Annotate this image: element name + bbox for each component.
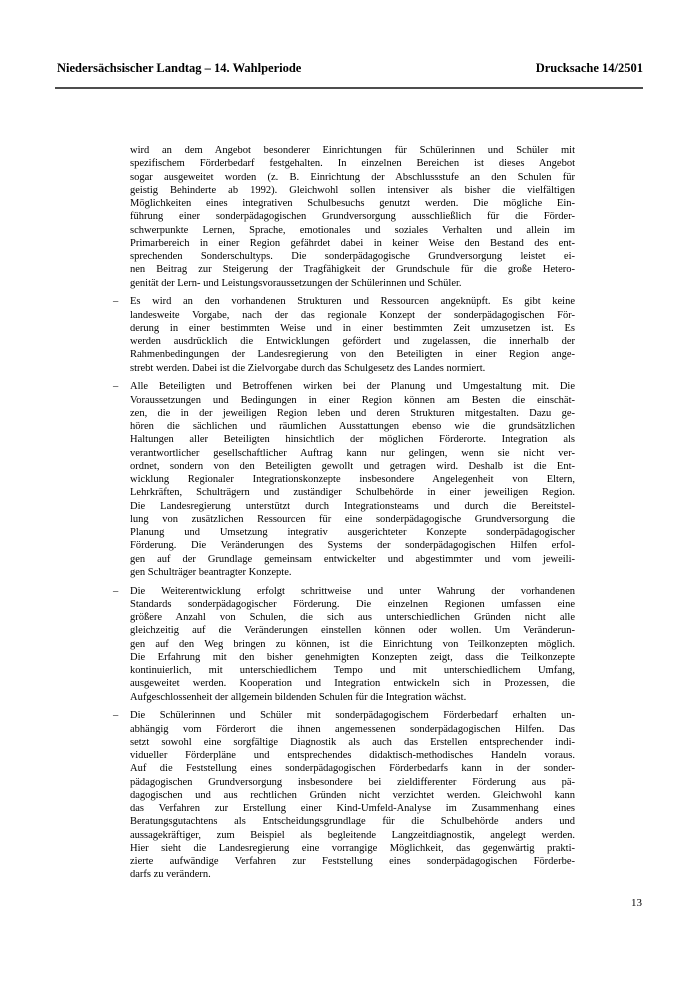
text-line: Planung und Umsetzung integrativ ausgerichteter Konzepte sonderpädagogischer bbox=[130, 527, 575, 538]
bullet-dash-icon: – bbox=[113, 585, 119, 597]
text-line: schwerpunkte Lernen, Sprache, emotionales und soziales Verhalten und allein im bbox=[130, 224, 575, 236]
text-line: verantwortlicher gesellschaftlicher Auftrag kann nur gelingen, wenn sie nicht ver- bbox=[130, 447, 575, 459]
text-line: ordnet, sondern von den Beteiligten gewollt und getragen wird. Deshalb ist die Ent- bbox=[130, 460, 575, 472]
page-number: 13 bbox=[631, 897, 642, 909]
text-line: Aufgeschlossenheit der allgemein bildenden Schulen für die Integration wächst. bbox=[130, 691, 467, 703]
text-line: Beratungsgutachtens als Entscheidungsgrundlage für die Schulbehörde anders und bbox=[130, 816, 575, 828]
text-line: gen auf den Weg bringen zu können, ist die Einrichtung von Teilkonzepten möglich. bbox=[130, 638, 575, 650]
header-rule-divider bbox=[55, 87, 643, 89]
text-line: Rahmenbedingungen der Landesregierung von den Beteiligten in einer Region ange- bbox=[130, 349, 575, 361]
bullet-paragraph bbox=[113, 295, 575, 375]
bullet-paragraph bbox=[113, 380, 575, 579]
text-line: nen Beitrag zur Steigerung der Tragfähigkeit der Grundschule für die große Hetero- bbox=[130, 264, 575, 276]
text-line: sogar ausgeweitet worden (z. B. Einrichtung der Abschlussstufe an den Schulen für bbox=[130, 171, 575, 183]
text-line: gen auf der Grundlage gemeinsam entwickelter und abgestimmter und vom jeweili- bbox=[130, 553, 575, 565]
text-line: Haltungen aller Beteiligten hinsichtlich der möglichen Förderorte. Integration als bbox=[130, 434, 575, 446]
text-line: Hier sieht die Landesregierung eine vorrangige Möglichkeit, das gegenwärtig prakti- bbox=[130, 842, 575, 854]
bullet-dash-icon: – bbox=[113, 381, 119, 393]
text-line: gleichzeitig auf die Veränderungen einstellen können oder wollen. Um Veränderun- bbox=[130, 625, 575, 637]
bullet-paragraph bbox=[113, 585, 575, 704]
text-line: Alle Beteiligten und Betroffenen wirken bei der Planung und Umgestaltung mit. Die bbox=[130, 381, 575, 393]
text-line: genität der Lern- und Leistungsvoraussetzungen der Schülerinnen und Schüler. bbox=[130, 277, 462, 289]
bullet-dash-icon: – bbox=[113, 710, 119, 722]
bullet-paragraph bbox=[113, 709, 575, 881]
text-line: lung von zusätzlichen Ressourcen für eine sonderpädagogische Grundversorgung die bbox=[130, 513, 575, 525]
text-line: Möglichkeiten eines integrativen Schulbesuchs genutzt werden. Die mögliche Ein- bbox=[130, 198, 575, 209]
text-line: Lehrkräften, Schulträgern und zuständiger Schulbehörde in einer jeweiligen Region. bbox=[130, 487, 575, 499]
text-line: werden ausdrücklich die Entwicklungen gefördert und zugelassen, die innerhalb der bbox=[130, 336, 575, 347]
text-line: geistig Behinderte ab 1992). Gleichwohl sollen intensiver als bisher die vielfältigen bbox=[130, 184, 575, 196]
text-line: Die Landesregierung unterstützt durch Integrationsteams und durch die Bereitstel- bbox=[130, 500, 575, 512]
text-line: aussagekräftiger, zum Beispiel als begleitende Langzeitdiagnostik, angelegt werden. bbox=[130, 829, 575, 841]
text-line: wird an dem Angebot besonderer Einrichtungen für Schülerinnen und Schüler mit bbox=[130, 145, 575, 156]
text-line: setzt sowohl eine sorgfältige Diagnostik als auch das Erstellen entsprechender indi- bbox=[130, 736, 575, 748]
text-line: Standards sonderpädagogischer Förderung. Die einzelnen Regionen umfassen eine bbox=[130, 598, 575, 610]
text-line: zierte aufwändige Verfahren zur Feststellung eines sonderpädagogischen Förderbe- bbox=[130, 856, 575, 867]
text-line: wicklung Regionaler Integrationskonzepte insbesondere Angelegenheit von Eltern, bbox=[130, 474, 575, 485]
text-line: Auf die Feststellung eines sonderpädagogischen Förderbedarfs kann in der sonder- bbox=[130, 763, 575, 775]
document-body bbox=[113, 144, 575, 887]
text-line: hören die sächlichen und räumlichen Ausstattungen ebenso wie die grundsätzlichen bbox=[130, 421, 575, 432]
text-line: dagogischen und aus rechtlichen Gründen nicht verzichtet werden. Gleichwohl kann bbox=[130, 789, 575, 801]
text-line: Die Weiterentwicklung erfolgt schrittweise und unter Wahrung der vorhandenen bbox=[130, 585, 575, 597]
text-line: das Verfahren zur Erstellung einer Kind-Umfeld-Analyse im Zusammenhang eines bbox=[130, 803, 575, 814]
text-line: abhängig vom Förderort die ihnen angemessenen sonderpädagogischen Hilfen. Das bbox=[130, 723, 575, 735]
text-line: Es wird an den vorhandenen Strukturen und Ressourcen angeknüpft. Es gibt keine bbox=[130, 296, 575, 308]
text-line: pädagogischen Grundversorgung insbesondere bei zieldifferenter Förderung aus pä- bbox=[130, 776, 575, 788]
text-line: Primarbereich in einer Region gefährdet dabei in keiner Weise den Bestand des ent- bbox=[130, 237, 575, 249]
text-line: sprechenden Sonderschultyps. Die sonderpädagogische Grundversorgung leistet ei- bbox=[130, 251, 575, 262]
paragraph bbox=[130, 144, 575, 290]
text-line: landesweite Vorgabe, nach der das regionale Konzept der sonderpädagogischen För- bbox=[130, 309, 575, 321]
text-line: gen Schulträger beantragter Konzepte. bbox=[130, 566, 292, 578]
header-document-title: Niedersächsischer Landtag – 14. Wahlperiode bbox=[57, 61, 302, 75]
header-drucksache-number: Drucksache 14/2501 bbox=[535, 61, 643, 75]
text-line: Die Schülerinnen und Schüler mit sonderpädagogischem Förderbedarf erhalten un- bbox=[130, 710, 575, 722]
text-line: Förderung. Die Veränderungen des Systems der sonderpädagogischen Hilfen erfol- bbox=[130, 540, 575, 552]
text-line: spezifischem Förderbedarf festgehalten. In einzelnen Bereichen ist dieses Angebot bbox=[130, 158, 575, 170]
text-line: strebt werden. Dabei ist die Zielvorgabe durch das Schulgesetz des Landes normiert. bbox=[130, 362, 486, 374]
bullet-dash-icon: – bbox=[113, 296, 119, 308]
text-line: darfs zu verändern. bbox=[130, 869, 211, 881]
text-line: zen, die in der jeweiligen Region leben und deren Strukturen mitgestalten. Dazu ge- bbox=[130, 407, 575, 419]
text-line: derung in einer bestimmten Weise und in einer bestimmten Zeit umzusetzen ist. Es bbox=[130, 322, 575, 334]
text-line: vidueller Förderpläne und entsprechendes didaktisch-methodisches Handeln voraus. bbox=[130, 750, 575, 761]
text-line: ausgeweitet werden. Kooperation und Integration entwickeln sich in Prozessen, die bbox=[130, 678, 575, 690]
text-line: größere Anzahl von Schulen, die sich aus unterschiedlichen Gründen nicht alle bbox=[130, 612, 575, 623]
text-line: Die Erfahrung mit den bisher genehmigten Konzepten zeigt, dass die Teilkonzepte bbox=[130, 651, 575, 663]
text-line: führung einer sonderpädagogischen Grundversorgung ausschließlich für die Förder- bbox=[130, 211, 575, 223]
text-line: Voraussetzungen und Bedingungen in einer Region können am Besten die einschät- bbox=[130, 394, 575, 406]
text-line: kontinuierlich, mit unterschiedlichem Tempo und mit unterschiedlichem Umfang, bbox=[130, 665, 575, 676]
